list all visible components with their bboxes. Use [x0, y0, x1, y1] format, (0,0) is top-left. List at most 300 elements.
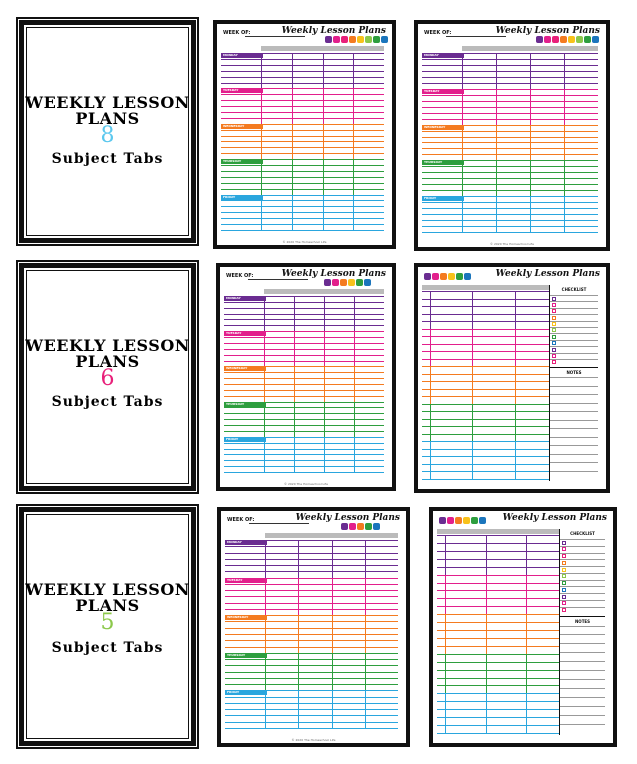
subject-tab-5[interactable]	[356, 279, 363, 286]
day-row-line	[225, 565, 398, 566]
day-row-line	[225, 697, 398, 698]
day-row-line	[225, 628, 398, 629]
day-row-line	[225, 709, 398, 710]
subject-tab-4[interactable]	[463, 517, 470, 524]
day-row-line	[225, 703, 398, 704]
day-row-line	[224, 296, 384, 297]
checklist-checkbox[interactable]	[552, 309, 556, 313]
day-row-line	[221, 230, 384, 231]
column-divider	[332, 615, 333, 653]
subject-tab-8[interactable]	[592, 36, 599, 43]
column-divider	[298, 653, 299, 691]
cover-5-tabs[interactable]	[19, 507, 196, 746]
day-tab-friday[interactable]: FRIDAY	[221, 195, 263, 200]
checklist-checkbox[interactable]	[552, 328, 556, 332]
subject-tab-1[interactable]	[341, 523, 348, 530]
day-block-monday	[225, 540, 398, 578]
day-tab-wednesday[interactable]: WEDNESDAY	[225, 615, 267, 620]
day-row-line	[437, 614, 559, 615]
day-row-line	[437, 535, 559, 536]
subject-tab-5[interactable]	[357, 36, 364, 43]
day-row-line	[224, 384, 384, 385]
day-tab-friday[interactable]: FRIDAY	[224, 437, 266, 442]
day-row-line	[422, 172, 598, 173]
day-row-line	[224, 443, 384, 444]
day-row-line	[221, 183, 384, 184]
day-row-line	[224, 319, 384, 320]
column-divider	[486, 614, 487, 654]
checklist-line	[550, 314, 598, 315]
day-block-friday	[221, 195, 384, 230]
day-row-line	[437, 590, 559, 591]
column-divider	[496, 53, 497, 89]
cover-subtitle: Subject Tabs	[51, 394, 164, 410]
checklist-checkbox[interactable]	[562, 574, 566, 578]
cover-6-tabs[interactable]	[19, 263, 196, 491]
cover-title-line1: WEEKLY LESSON	[25, 93, 190, 112]
lesson-plan-sheet-5-tabs-daily[interactable]	[217, 507, 410, 747]
column-header-bar	[422, 285, 549, 290]
sheet-footer: © 2020 The Homeschool Life	[284, 482, 328, 486]
day-row-line	[422, 101, 598, 102]
checklist-checkbox[interactable]	[552, 297, 556, 301]
sheet-title: Weekly Lesson Plans	[281, 269, 386, 279]
sheet-title: Weekly Lesson Plans	[502, 513, 607, 523]
lesson-plan-sheet-6-tabs-daily[interactable]	[216, 263, 396, 491]
notes-line	[550, 462, 598, 463]
day-block-monday	[422, 53, 598, 89]
column-divider	[354, 402, 355, 437]
checklist-checkbox[interactable]	[552, 335, 556, 339]
column-divider	[298, 578, 299, 616]
column-divider	[265, 615, 266, 653]
day-row-line	[224, 437, 384, 438]
day-row-line	[422, 226, 598, 227]
subject-tab-3[interactable]	[340, 279, 347, 286]
column-divider	[445, 614, 446, 654]
subject-tab-6[interactable]	[365, 36, 372, 43]
day-row-line	[221, 100, 384, 101]
day-row-line	[221, 224, 384, 225]
week-of-input-line[interactable]	[248, 279, 308, 280]
day-row-line	[224, 419, 384, 420]
column-divider	[564, 196, 565, 232]
checklist-checkbox[interactable]	[562, 547, 566, 551]
day-row-line	[437, 646, 559, 647]
day-row-line	[422, 381, 549, 382]
day-tab-friday[interactable]: FRIDAY	[225, 690, 267, 695]
column-divider	[264, 331, 265, 366]
checklist-checkbox[interactable]	[552, 316, 556, 320]
day-tab-wednesday[interactable]: WEDNESDAY	[221, 124, 263, 129]
column-divider	[472, 441, 473, 479]
day-row-line	[224, 396, 384, 397]
day-block-monday	[437, 535, 559, 575]
notes-line	[550, 403, 598, 404]
column-divider	[515, 291, 516, 329]
subject-tab-3[interactable]	[440, 273, 447, 280]
day-row-line	[221, 189, 384, 190]
subject-tab-1[interactable]	[324, 279, 331, 286]
notes-line	[560, 688, 605, 689]
week-of-input-line[interactable]	[446, 36, 506, 37]
day-row-line	[221, 195, 384, 196]
day-tab-monday[interactable]: MONDAY	[221, 53, 263, 58]
day-tab-monday[interactable]: MONDAY	[224, 296, 266, 301]
column-divider	[264, 366, 265, 401]
checklist-line	[560, 573, 605, 574]
column-divider	[324, 402, 325, 437]
day-row-line	[221, 206, 384, 207]
column-divider	[292, 124, 293, 159]
day-row-line	[225, 603, 398, 604]
day-row-line	[437, 598, 559, 599]
day-block-tuesday	[221, 88, 384, 123]
column-divider	[332, 653, 333, 691]
column-divider	[530, 196, 531, 232]
day-tab-tuesday[interactable]: TUESDAY	[422, 89, 464, 94]
day-tab-thursday[interactable]: THURSDAY	[221, 159, 263, 164]
column-header-bar	[264, 289, 384, 294]
checklist-panel	[549, 285, 598, 481]
column-divider	[430, 441, 431, 479]
notes-line	[550, 394, 598, 395]
day-row-line	[422, 336, 549, 337]
day-block-tuesday	[437, 575, 559, 615]
day-row-line	[225, 621, 398, 622]
subject-tab-1[interactable]	[424, 273, 431, 280]
checklist-checkbox[interactable]	[552, 354, 556, 358]
column-divider	[354, 296, 355, 331]
notes-line	[550, 445, 598, 446]
column-divider	[564, 125, 565, 161]
subject-tab-1[interactable]	[325, 36, 332, 43]
day-block-friday	[422, 196, 598, 232]
subject-color-tabs	[341, 523, 380, 530]
day-row-line	[221, 153, 384, 154]
lesson-plan-sheet-6-tabs-checklist[interactable]	[414, 263, 610, 493]
column-divider	[298, 690, 299, 728]
checklist-checkbox[interactable]	[552, 322, 556, 326]
day-row-line	[225, 647, 398, 648]
checklist-line	[560, 607, 605, 608]
subject-tab-5[interactable]	[568, 36, 575, 43]
subject-tab-2[interactable]	[333, 36, 340, 43]
checklist-line	[550, 353, 598, 354]
day-row-line	[437, 559, 559, 560]
notes-line	[550, 420, 598, 421]
column-divider	[265, 540, 266, 578]
checklist-checkbox[interactable]	[562, 608, 566, 612]
day-row-line	[422, 53, 598, 54]
week-of-label: WEEK OF:	[227, 517, 255, 523]
column-divider	[298, 540, 299, 578]
checklist-line	[560, 600, 605, 601]
day-tab-tuesday[interactable]: TUESDAY	[225, 578, 267, 583]
subject-tab-3[interactable]	[341, 36, 348, 43]
checklist-checkbox[interactable]	[562, 561, 566, 565]
day-tab-friday[interactable]: FRIDAY	[422, 196, 464, 201]
lesson-plan-sheet-5-tabs-checklist[interactable]	[429, 507, 617, 747]
week-of-input-line[interactable]	[249, 523, 309, 524]
day-row-line	[224, 302, 384, 303]
day-row-line	[224, 431, 384, 432]
day-row-line	[422, 196, 598, 197]
day-row-line	[422, 314, 549, 315]
day-row-line	[422, 190, 598, 191]
day-tab-thursday[interactable]: THURSDAY	[225, 653, 267, 658]
subject-tab-2[interactable]	[349, 523, 356, 530]
sheet-title: Weekly Lesson Plans	[495, 26, 600, 36]
column-divider	[264, 296, 265, 331]
column-divider	[526, 614, 527, 654]
column-divider	[462, 53, 463, 89]
checklist-checkbox[interactable]	[562, 588, 566, 592]
column-divider	[515, 366, 516, 404]
subject-tab-4[interactable]	[365, 523, 372, 530]
day-row-line	[422, 306, 549, 307]
day-row-line	[221, 112, 384, 113]
day-tab-thursday[interactable]: THURSDAY	[422, 160, 464, 165]
day-row-line	[437, 606, 559, 607]
day-row-line	[221, 130, 384, 131]
week-of-label: WEEK OF:	[424, 30, 452, 36]
day-row-line	[422, 142, 598, 143]
checklist-checkbox[interactable]	[562, 595, 566, 599]
cover-title-line1: WEEKLY LESSON	[25, 336, 190, 355]
day-row-line	[225, 715, 398, 716]
day-row-line	[422, 404, 549, 405]
subject-tab-4[interactable]	[560, 36, 567, 43]
subject-tab-5[interactable]	[471, 517, 478, 524]
day-row-line	[224, 413, 384, 414]
notes-line	[560, 679, 605, 680]
day-row-line	[224, 425, 384, 426]
day-tab-tuesday[interactable]: TUESDAY	[221, 88, 263, 93]
day-row-line	[422, 456, 549, 457]
day-row-line	[221, 124, 384, 125]
day-block-thursday	[422, 160, 598, 196]
subject-tab-7[interactable]	[584, 36, 591, 43]
subject-tab-2[interactable]	[432, 273, 439, 280]
day-row-line	[422, 154, 598, 155]
column-divider	[294, 331, 295, 366]
subject-tab-4[interactable]	[348, 279, 355, 286]
notes-line	[550, 471, 598, 472]
subject-tab-1[interactable]	[439, 517, 446, 524]
checklist-title: CHECKLIST	[561, 287, 587, 292]
day-row-line	[221, 88, 384, 89]
day-row-line	[224, 390, 384, 391]
column-divider	[445, 693, 446, 733]
cover-8-tabs[interactable]	[19, 20, 196, 243]
day-row-line	[437, 543, 559, 544]
column-divider	[332, 690, 333, 728]
day-row-line	[422, 137, 598, 138]
column-divider	[526, 654, 527, 694]
column-divider	[365, 690, 366, 728]
column-divider	[294, 402, 295, 437]
subject-tab-6[interactable]	[479, 517, 486, 524]
column-divider	[261, 53, 262, 88]
day-row-line	[422, 113, 598, 114]
lesson-plan-sheet-8-tabs-a[interactable]	[213, 20, 396, 249]
cover-title-line1: WEEKLY LESSON	[25, 580, 190, 599]
day-row-line	[224, 407, 384, 408]
checklist-checkbox[interactable]	[562, 554, 566, 558]
checklist-line	[550, 308, 598, 309]
subject-tab-1[interactable]	[536, 36, 543, 43]
subject-tab-3[interactable]	[455, 517, 462, 524]
subject-tab-2[interactable]	[544, 36, 551, 43]
day-row-line	[422, 351, 549, 352]
day-row-line	[437, 638, 559, 639]
notes-line	[550, 411, 598, 412]
day-row-line	[221, 71, 384, 72]
subject-tab-3[interactable]	[357, 523, 364, 530]
column-divider	[324, 437, 325, 472]
subject-tab-5[interactable]	[456, 273, 463, 280]
day-row-line	[422, 107, 598, 108]
week-of-input-line[interactable]	[245, 36, 305, 37]
day-row-line	[225, 609, 398, 610]
column-divider	[261, 124, 262, 159]
day-row-line	[221, 147, 384, 148]
day-block-monday	[221, 53, 384, 88]
checklist-checkbox[interactable]	[562, 541, 566, 545]
subject-tab-7[interactable]	[373, 36, 380, 43]
day-tab-thursday[interactable]: THURSDAY	[224, 402, 266, 407]
subject-tab-4[interactable]	[349, 36, 356, 43]
day-row-line	[224, 466, 384, 467]
checklist-line	[550, 346, 598, 347]
column-divider	[530, 89, 531, 125]
subject-tab-2[interactable]	[447, 517, 454, 524]
column-divider	[496, 160, 497, 196]
day-block-friday	[437, 693, 559, 733]
day-row-line	[422, 291, 549, 292]
checklist-checkbox[interactable]	[562, 601, 566, 605]
checklist-checkbox[interactable]	[552, 348, 556, 352]
day-tab-monday[interactable]: MONDAY	[225, 540, 267, 545]
day-tab-monday[interactable]: MONDAY	[422, 53, 464, 58]
column-divider	[430, 329, 431, 367]
day-block-wednesday	[225, 615, 398, 653]
day-block-friday	[224, 437, 384, 472]
day-tab-wednesday[interactable]: WEDNESDAY	[224, 366, 266, 371]
day-row-line	[422, 184, 598, 185]
checklist-line	[550, 359, 598, 360]
checklist-checkbox[interactable]	[552, 303, 556, 307]
day-row-line	[225, 540, 398, 541]
checklist-checkbox[interactable]	[562, 568, 566, 572]
day-row-line	[437, 622, 559, 623]
column-divider	[430, 366, 431, 404]
subject-tab-2[interactable]	[332, 279, 339, 286]
day-row-line	[224, 454, 384, 455]
day-row-line	[437, 709, 559, 710]
checklist-line	[560, 566, 605, 567]
day-block-wednesday	[221, 124, 384, 159]
column-divider	[294, 437, 295, 472]
column-divider	[324, 366, 325, 401]
cover-title-line2: PLANS	[75, 596, 140, 615]
column-header-bar	[265, 533, 398, 538]
day-row-line	[437, 551, 559, 552]
checklist-line	[560, 539, 605, 540]
checklist-checkbox[interactable]	[552, 341, 556, 345]
day-row-line	[221, 159, 384, 160]
day-row-line	[422, 148, 598, 149]
day-row-line	[437, 630, 559, 631]
day-row-line	[221, 106, 384, 107]
day-row-line	[422, 77, 598, 78]
column-divider	[261, 159, 262, 194]
subject-tab-8[interactable]	[381, 36, 388, 43]
subject-color-tabs	[324, 279, 371, 286]
day-row-line	[224, 337, 384, 338]
day-row-line	[224, 378, 384, 379]
column-divider	[472, 366, 473, 404]
checklist-checkbox[interactable]	[562, 581, 566, 585]
column-divider	[353, 124, 354, 159]
subject-tab-6[interactable]	[576, 36, 583, 43]
checklist-line	[550, 295, 598, 296]
day-row-line	[221, 118, 384, 119]
column-divider	[265, 690, 266, 728]
day-row-line	[225, 590, 398, 591]
subject-color-tabs	[439, 517, 486, 524]
subject-tab-6[interactable]	[364, 279, 371, 286]
day-tab-wednesday[interactable]: WEDNESDAY	[422, 125, 464, 130]
notes-line	[560, 634, 605, 635]
day-row-line	[221, 141, 384, 142]
checklist-line	[560, 559, 605, 560]
column-divider	[430, 291, 431, 329]
checklist-line	[550, 321, 598, 322]
day-block-friday	[225, 690, 398, 728]
column-divider	[292, 159, 293, 194]
day-row-line	[437, 670, 559, 671]
column-divider	[564, 89, 565, 125]
checklist-line	[560, 580, 605, 581]
day-row-line	[224, 402, 384, 403]
column-divider	[292, 53, 293, 88]
checklist-checkbox[interactable]	[552, 360, 556, 364]
day-row-line	[437, 725, 559, 726]
day-row-line	[422, 426, 549, 427]
day-row-line	[225, 684, 398, 685]
day-row-line	[224, 366, 384, 367]
subject-tab-6[interactable]	[464, 273, 471, 280]
day-tab-tuesday[interactable]: TUESDAY	[224, 331, 266, 336]
column-divider	[564, 160, 565, 196]
subject-tab-4[interactable]	[448, 273, 455, 280]
lesson-plan-sheet-8-tabs-b[interactable]	[414, 20, 610, 251]
column-divider	[354, 331, 355, 366]
subject-tab-5[interactable]	[373, 523, 380, 530]
subject-tab-3[interactable]	[552, 36, 559, 43]
column-divider	[353, 88, 354, 123]
day-row-line	[422, 366, 549, 367]
day-row-line	[221, 218, 384, 219]
notes-line	[550, 386, 598, 387]
day-row-line	[224, 331, 384, 332]
column-divider	[332, 540, 333, 578]
checklist-title: CHECKLIST	[570, 531, 595, 536]
day-row-line	[422, 71, 598, 72]
checklist-line	[550, 340, 598, 341]
